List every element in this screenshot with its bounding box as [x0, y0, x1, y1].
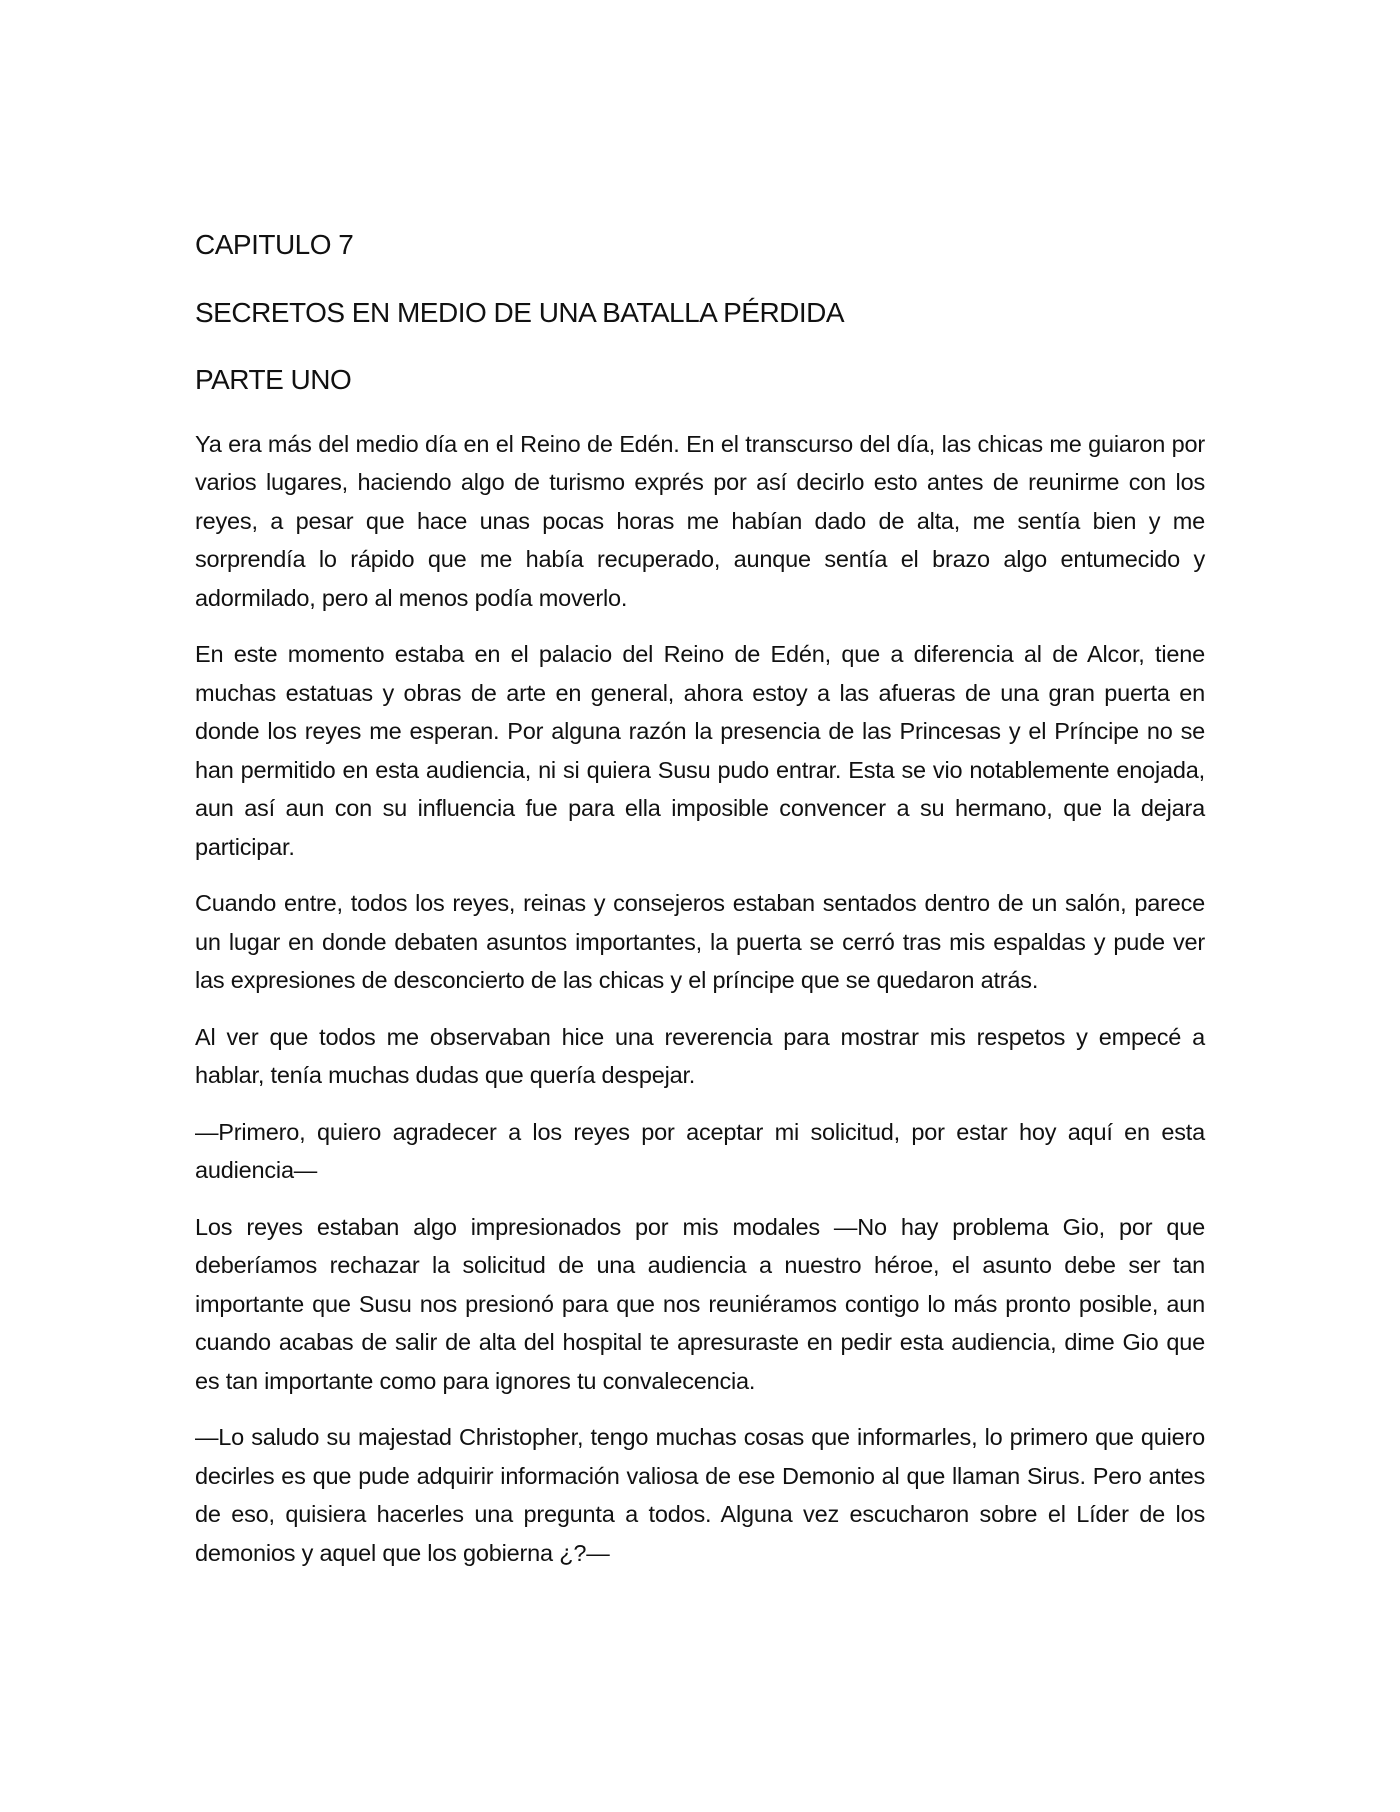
chapter-title: SECRETOS EN MEDIO DE UNA BATALLA PÉRDIDA: [195, 296, 845, 328]
document-page: [195, 228, 1205, 1590]
paragraph: Cuando entre, todos los reyes, reinas y consejeros estaban sentados dentro de un salón, parece un lugar en donde debaten asuntos importantes, la puerta se cerró tras mis espaldas y pude ver las expresiones de desconcierto de las chicas y el príncipe que se quedaron atrás.: [195, 890, 1205, 994]
paragraph: En este momento estaba en el palacio del Reino de Edén, que a diferencia al de Alcor, tiene muchas estatuas y obras de arte en general, ahora estoy a las afueras de una gran puerta en donde los reyes me esperan. Por alguna razón la presencia de las Princesas y el Príncipe no se han permitido en esta audiencia, ni si quiera Susu pudo entrar. Esta se vio notablemente enojada, aun así aun con su influencia fue para ella imposible convencer a su hermano, que la dejara participar.: [195, 641, 1205, 860]
paragraph: Ya era más del medio día en el Reino de Edén. En el transcurso del día, las chicas me guiaron por varios lugares, haciendo algo de turismo exprés por así decirlo esto antes de reunirme con los reyes, a pesar que hace unas pocas horas me habían dado de alta, me sentía bien y me sorprendía lo rápido que me había recuperado, aunque sentía el brazo algo entumecido y adormilado, pero al menos podía moverlo.: [195, 430, 1205, 611]
paragraph: —Primero, quiero agradecer a los reyes por aceptar mi solicitud, por estar hoy aquí en esta audiencia—: [195, 1118, 1205, 1184]
paragraph: Los reyes estaban algo impresionados por mis modales —No hay problema Gio, por que deberíamos rechazar la solicitud de una audiencia a nuestro héroe, el asunto debe ser tan importante que Susu nos presionó para que nos reuniéramos contigo lo más pronto posible, aun cuando acabas de salir de alta del hospital te apresuraste en pedir esta audiencia, dime Gio que es tan importante como para ignores tu convalecencia.: [195, 1213, 1205, 1394]
paragraph: Al ver que todos me observaban hice una reverencia para mostrar mis respetos y empecé a hablar, tenía muchas dudas que quería despejar.: [195, 1023, 1205, 1089]
chapter-number: CAPITULO 7: [195, 229, 354, 260]
paragraph: —Lo saludo su majestad Christopher, tengo muchas cosas que informarles, lo primero que quiero decirles es que pude adquirir información valiosa de ese Demonio al que llaman Sirus. Pero antes de eso, quisiera hacerles una pregunta a todos. Alguna vez escucharon sobre el Líder de los demonios y aquel que los gobierna ¿?—: [195, 1424, 1205, 1566]
chapter-part: PARTE UNO: [195, 364, 352, 396]
